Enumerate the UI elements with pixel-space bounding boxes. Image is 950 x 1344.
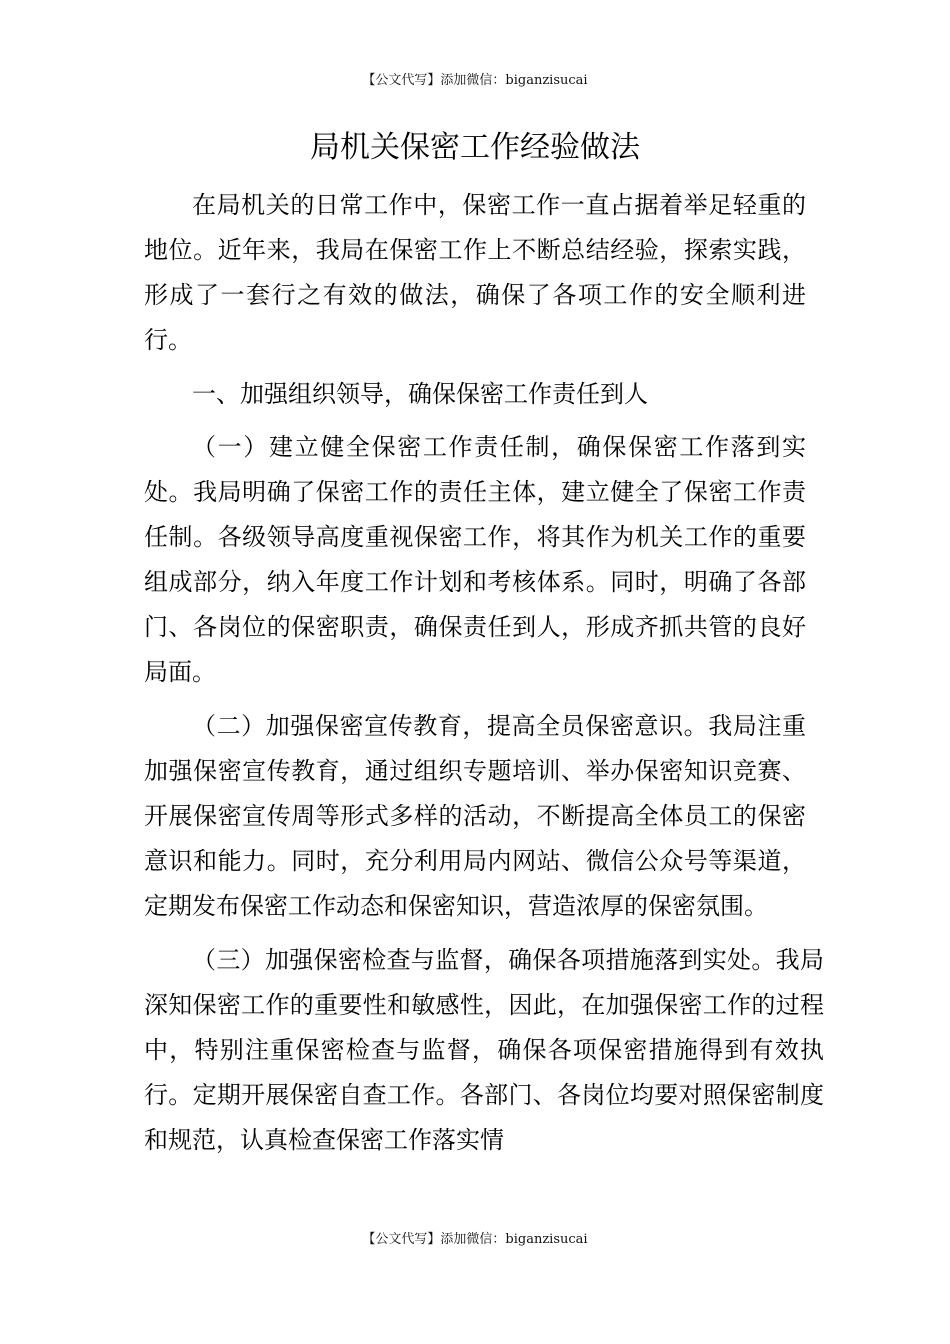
- subsection-paragraph-3: （三）加强保密检查与监督，确保各项措施落到实处。我局深知保密工作的重要性和敏感性，因此，在加强保密工作的过程中，特别注重保密检查与监督，确保各项保密措施得到有效执行。定期开展保密自查工作。各部门、各岗位均要对照保密制度和规范，认真检查保密工作落实情: [144, 946, 824, 1154]
- footer-watermark-note: 【公文代写】添加微信：biganzisucai: [362, 1232, 588, 1247]
- subsection-paragraph-1: （一）建立健全保密工作责任制，确保保密工作落到实处。我局明确了保密工作的责任主体，建立健全了保密工作责任制。各级领导高度重视保密工作，将其作为机关工作的重要组成部分，纳入年度工作计划和考核体系。同时，明确了各部门、各岗位的保密职责，确保责任到人，形成齐抓共管的良好局面。: [144, 433, 806, 686]
- document-body: [144, 183, 824, 1172]
- header-watermark-note: 【公文代写】添加微信：biganzisucai: [362, 73, 588, 88]
- document-title: 局机关保密工作经验做法: [310, 130, 640, 165]
- section-heading-1: 一、加强组织领导，确保保密工作责任到人: [192, 380, 648, 408]
- subsection-paragraph-2: （二）加强保密宣传教育，提高全员保密意识。我局注重加强保密宣传教育，通过组织专题培训、举办保密知识竞赛、开展保密宣传周等形式多样的活动，不断提高全体员工的保密意识和能力。同时，充分利用局内网站、微信公众号等渠道，定期发布保密工作动态和保密知识，营造浓厚的保密氛围。: [144, 712, 806, 920]
- intro-paragraph: 在局机关的日常工作中，保密工作一直占据着举足轻重的地位。近年来，我局在保密工作上不断总结经验，探索实践，形成了一套行之有效的做法，确保了各项工作的安全顺利进行。: [144, 191, 806, 354]
